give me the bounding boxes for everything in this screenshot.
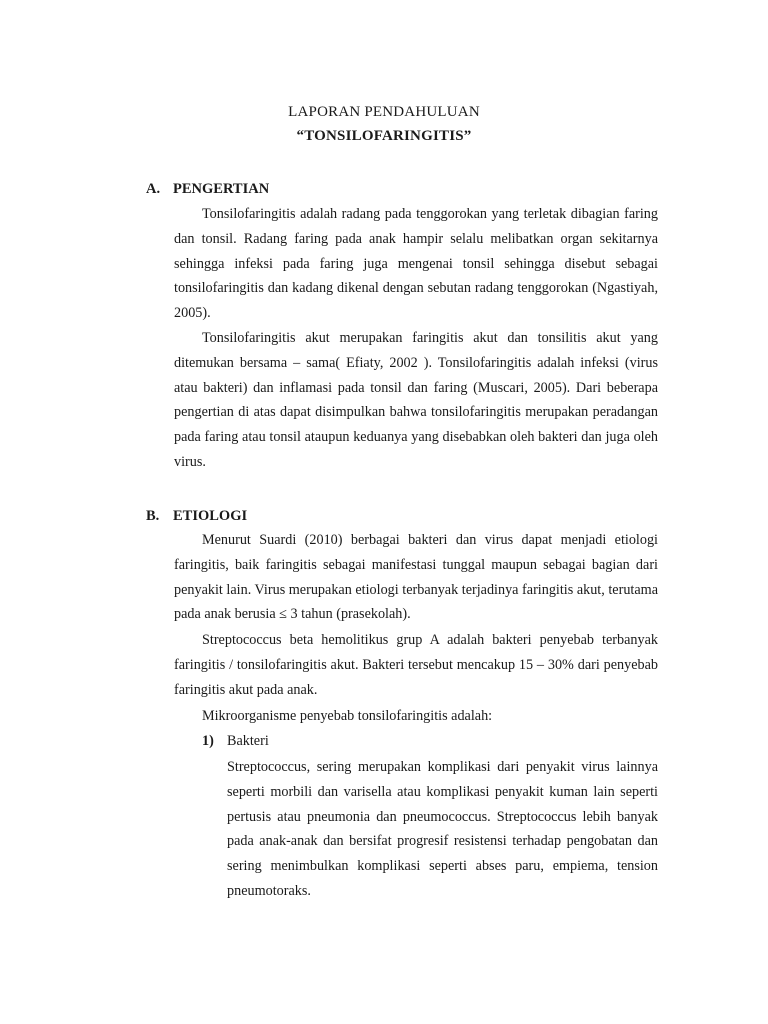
list-intro: Mikroorganisme penyebab tonsilofaringitis adalah: [202, 708, 493, 724]
list-item-description: Streptococcus, sering merupakan komplikasi dari penyakit virus lainnya seperti morbili dan varisella atau komplikasi penyakit kuman lain seperti pertusis atau pneumonia dan pneumococcus. Streptococcus lebih banyak pada anak-anak dan bersifat progresif resistensi terhadap pengobatan dan sering menimbulkan komplikasi seperti abses paru, empiema, tension pneumotoraks. [227, 759, 658, 899]
document-subtitle: “TONSILOFARINGITIS” [296, 128, 472, 144]
section-a-paragraph-2: Tonsilofaringitis akut merupakan faringitis akut dan tonsilitis akut yang ditemukan bersama – sama( Efiaty, 2002 ). Tonsilofaringitis adalah infeksi (virus atau bakteri) dan inflamasi pada tonsil dan faring (Muscari, 2005). Dari beberapa pengertian di atas dapat disimpulkan bahwa tonsilofaringitis merupakan peradangan pada faring atau tonsil ataupun keduanya yang disebabkan oleh bakteri dan juga oleh virus. [174, 330, 658, 470]
document-title: LAPORAN PENDAHULUAN [288, 104, 480, 120]
section-b-paragraph-2: Streptococcus beta hemolitikus grup A adalah bakteri penyebab terbanyak faringitis / tonsilofaringitis akut. Bakteri tersebut mencakup 15 – 30% dari penyebab faringitis akut pada anak. [174, 632, 658, 698]
section-a-title: PENGERTIAN [173, 181, 270, 197]
list-item-label: Bakteri [227, 733, 269, 749]
list-item-bakteri [202, 729, 269, 754]
list-item-marker: 1) [202, 733, 214, 749]
section-a-heading [146, 179, 269, 199]
section-b-paragraph-1: Menurut Suardi (2010) berbagai bakteri dan virus dapat menjadi etiologi faringitis, baik faringitis sebagai manifestasi tunggal maupun sebagai bagian dari penyakit lain. Virus merupakan etiologi terbanyak terjadinya faringitis akut, terutama pada anak berusia ≤ 3 tahun (prasekolah). [174, 532, 658, 623]
section-b-heading [146, 506, 247, 526]
section-b-number: B. [146, 508, 160, 524]
section-b-title: ETIOLOGI [173, 508, 248, 524]
section-a-number: A. [146, 181, 161, 197]
section-a-paragraph-1: Tonsilofaringitis adalah radang pada tenggorokan yang terletak dibagian faring dan tonsil. Radang faring pada anak hampir selalu melibatkan organ sekitarnya sehingga infeksi pada faring juga mengenai tonsil sehingga disebut sebagai tonsilofaringitis dan kadang dikenal dengan sebutan radang tenggorokan (Ngastiyah, 2005). [174, 206, 658, 322]
